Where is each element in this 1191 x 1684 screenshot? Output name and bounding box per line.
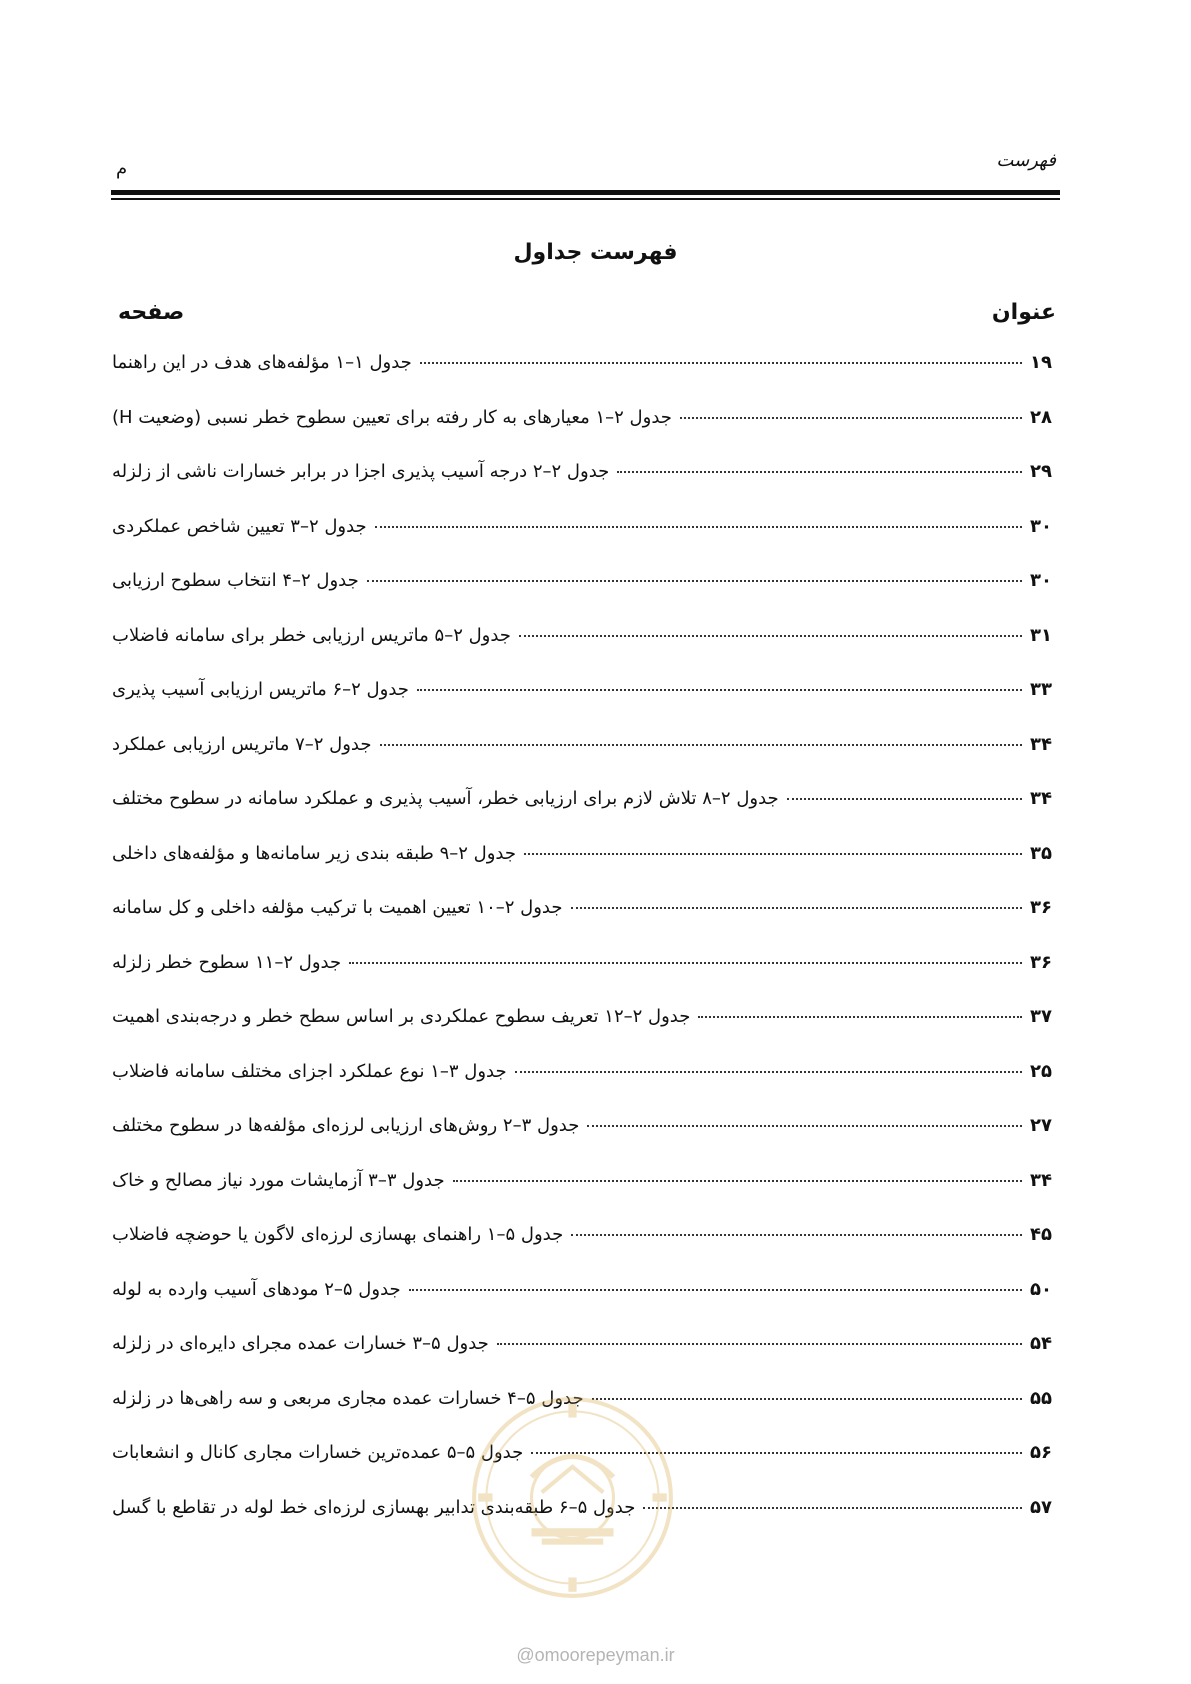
toc-entry-title: جدول ۱–۱ مؤلفه‌های هدف در این راهنما: [112, 352, 412, 373]
toc-entry-title: جدول ۲–۱۰ تعیین اهمیت با ترکیب مؤلفه داخلی و کل سامانه: [112, 897, 563, 918]
toc-entry-page: ۳۴: [1030, 788, 1052, 809]
toc-entry-page: ۳۰: [1030, 515, 1052, 537]
toc-entry[interactable]: [112, 734, 1056, 789]
toc-entry-title: جدول ۲–۵ ماتریس ارزیابی خطر برای سامانه فاضلاب: [112, 624, 511, 646]
dot-leader: [587, 1111, 1022, 1127]
toc-entry[interactable]: [112, 952, 1056, 1007]
toc-entry[interactable]: [112, 516, 1056, 571]
toc-entry[interactable]: [112, 1006, 1056, 1061]
toc-entry-title: جدول ۲–۸ تلاش لازم برای ارزیابی خطر، آسیب پذیری و عملکرد سامانه در سطوح مختلف: [112, 788, 779, 809]
dot-leader: [420, 348, 1022, 364]
toc-entry-title: جدول ۲–۲ درجه آسیب پذیری اجزا در برابر خسارات ناشی از زلزله: [112, 461, 610, 482]
running-header-title: فهرست: [996, 150, 1056, 171]
toc-entry-title: جدول ۵–۳ خسارات عمده مجرای دایره‌ای در زلزله: [112, 1333, 489, 1354]
dot-leader: [698, 1002, 1022, 1018]
toc-entry-page: ۵۶: [1030, 1442, 1052, 1463]
toc-entry[interactable]: [112, 570, 1056, 625]
column-page-label: صفحه: [118, 300, 185, 325]
toc-entry-title: جدول ۲–۳ تعیین شاخص عملکردی: [112, 515, 367, 537]
toc-entry-page: ۳۰: [1030, 570, 1052, 591]
toc-entry[interactable]: [112, 1279, 1056, 1334]
toc-entry[interactable]: [112, 1333, 1056, 1388]
toc-entry-page: ۳۶: [1030, 951, 1052, 973]
watermark-url: @omoorepeyman.ir: [516, 1645, 675, 1665]
toc-entry-title: جدول ۳–۲ روش‌های ارزیابی لرزه‌ای مؤلفه‌ها در سطوح مختلف: [112, 1115, 580, 1136]
dot-leader: [519, 621, 1022, 637]
toc-entry[interactable]: [112, 1224, 1056, 1279]
dot-leader: [375, 512, 1022, 528]
dot-leader: [571, 1220, 1022, 1236]
toc-heading: فهرست جداول: [513, 240, 678, 265]
toc-entry-page: ۵۴: [1030, 1333, 1052, 1354]
dot-leader: [453, 1166, 1022, 1182]
header-rule-thick: [111, 190, 1060, 195]
toc-entry-title: جدول ۵–۱ راهنمای بهسازی لرزه‌ای لاگون یا حوضچه فاضلاب: [112, 1224, 564, 1245]
dot-leader: [497, 1329, 1022, 1345]
toc-entry-title: جدول ۳–۱ نوع عملکرد اجزای مختلف سامانه فاضلاب: [112, 1060, 507, 1082]
toc-entry[interactable]: [112, 1061, 1056, 1116]
toc-entry-title: جدول ۲–۶ ماتریس ارزیابی آسیب پذیری: [112, 679, 409, 700]
dot-leader: [515, 1057, 1022, 1073]
toc-entry-page: ۵۷: [1030, 1496, 1052, 1518]
toc-entry-title: جدول ۵–۶ طبقه‌بندی تدابیر بهسازی لرزه‌ای خط لوله در تقاطع با گسل: [112, 1496, 636, 1518]
toc-entry[interactable]: [112, 1170, 1056, 1225]
toc-entry-title: جدول ۲–۱ معیارهای به کار رفته برای تعیین سطوح خطر نسبی (وضعیت H): [112, 406, 672, 428]
toc-entry-page: ۱۹: [1030, 352, 1052, 373]
dot-leader: [409, 1275, 1022, 1291]
toc-entry[interactable]: [112, 679, 1056, 734]
dot-leader: [380, 730, 1023, 746]
toc-entry-title: جدول ۲–۹ طبقه بندی زیر سامانه‌ها و مؤلفه‌های داخلی: [112, 842, 516, 864]
toc-entry-page: ۲۹: [1030, 461, 1052, 482]
toc-entry-title: جدول ۲–۱۲ تعریف سطوح عملکردی بر اساس سطح خطر و درجه‌بندی اهمیت: [112, 1006, 691, 1027]
toc-entry-page: ۲۸: [1030, 406, 1052, 428]
dot-leader: [787, 784, 1022, 800]
toc-entry-page: ۴۵: [1030, 1224, 1052, 1245]
toc-entry-title: جدول ۲–۴ انتخاب سطوح ارزیابی: [112, 570, 359, 591]
dot-leader: [571, 893, 1023, 909]
toc-entry[interactable]: [112, 407, 1056, 462]
toc-entry[interactable]: [112, 352, 1056, 407]
watermark-logo-icon: [470, 1395, 675, 1600]
toc-entry-page: ۲۷: [1030, 1115, 1052, 1136]
dot-leader: [524, 839, 1022, 855]
running-header-page-number: م: [116, 158, 128, 179]
toc-entry-page: ۲۵: [1030, 1060, 1052, 1082]
toc-entry-page: ۳۴: [1030, 733, 1052, 755]
toc-entry-page: ۵۰: [1030, 1278, 1052, 1300]
toc-entry-page: ۳۴: [1030, 1169, 1052, 1191]
toc-entry[interactable]: [112, 461, 1056, 516]
toc-entry-page: ۳۷: [1030, 1006, 1052, 1027]
dot-leader: [680, 403, 1022, 419]
dot-leader: [417, 675, 1022, 691]
toc-entry[interactable]: [112, 897, 1056, 952]
toc-entry-page: ۳۱: [1030, 624, 1052, 646]
dot-leader: [349, 948, 1022, 964]
dot-leader: [643, 1493, 1022, 1509]
toc-entry[interactable]: [112, 625, 1056, 680]
toc-entries-list: [112, 352, 1056, 1551]
header-rule-thin: [111, 198, 1060, 200]
dot-leader: [617, 457, 1022, 473]
column-title-label: عنوان: [991, 300, 1056, 325]
toc-entry-page: ۳۶: [1030, 897, 1052, 918]
toc-entry-title: جدول ۵–۲ مودهای آسیب وارده به لوله: [112, 1278, 401, 1300]
toc-entry[interactable]: [112, 788, 1056, 843]
toc-entry-title: جدول ۵–۵ عمده‌ترین خسارات مجاری کانال و انشعابات: [112, 1442, 524, 1463]
toc-entry-title: جدول ۲–۷ ماتریس ارزیابی عملکرد: [112, 733, 372, 755]
toc-entry-page: ۳۵: [1030, 842, 1052, 864]
toc-entry[interactable]: [112, 843, 1056, 898]
toc-entry-page: ۳۳: [1030, 679, 1052, 700]
toc-entry[interactable]: [112, 1115, 1056, 1170]
dot-leader: [367, 566, 1022, 582]
toc-entry-title: جدول ۲–۱۱ سطوح خطر زلزله: [112, 951, 342, 973]
toc-entry-title: جدول ۵–۴ خسارات عمده مجاری مربعی و سه راهی‌ها در زلزله: [112, 1387, 584, 1409]
toc-entry-title: جدول ۳–۳ آزمایشات مورد نیاز مصالح و خاک: [112, 1169, 445, 1191]
toc-entry-page: ۵۵: [1030, 1387, 1052, 1409]
